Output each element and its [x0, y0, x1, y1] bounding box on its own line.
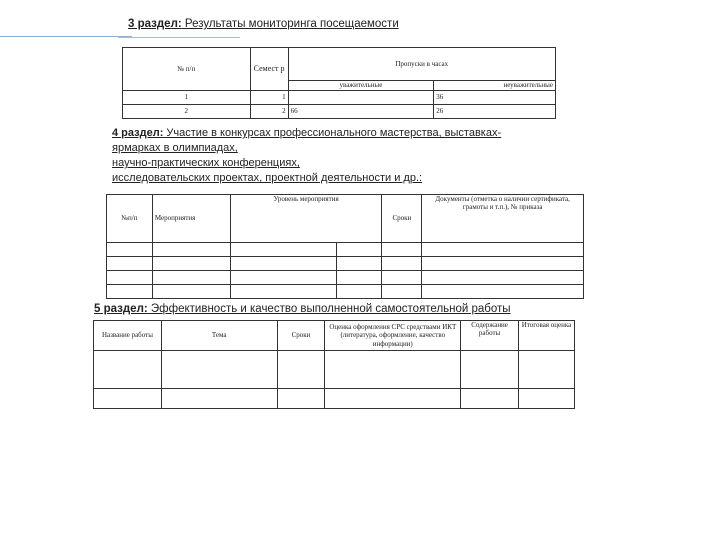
row1-sem: 1 — [250, 91, 288, 105]
header-num: № п/п — [123, 48, 251, 91]
row1-invalid: 36 — [434, 91, 556, 105]
table-row — [107, 257, 584, 271]
table-row — [107, 243, 584, 257]
self-study-table — [93, 320, 575, 409]
header-topic: Тема — [161, 321, 277, 351]
section3-title: Результаты мониторинга посещаемости — [181, 18, 399, 30]
table-row — [107, 285, 584, 299]
header-absences: Пропуски в часах — [288, 48, 555, 81]
row1-num: 1 — [123, 91, 251, 105]
decorative-rule-under-title — [118, 37, 240, 38]
header-final: Итоговая оценка — [519, 321, 575, 351]
header-quality: Оценка оформления СРС средствами ИКТ (литература, оформление, качество информации) — [325, 321, 461, 351]
section3-label: 3 раздел: — [128, 18, 182, 30]
row2-invalid: 26 — [434, 105, 556, 119]
header-valid: уважительные — [288, 81, 434, 91]
header-dates: Сроки — [382, 195, 422, 243]
section5-heading — [94, 303, 511, 315]
row2-valid: 66 — [288, 105, 434, 119]
header-dates: Сроки — [277, 321, 325, 351]
section4-line4: исследовательских проектах, проектной деятельности и др.: — [112, 172, 423, 184]
row2-num: 2 — [123, 105, 251, 119]
section4-line3: научно-практических конференциях, — [112, 157, 300, 169]
decorative-rule-left — [0, 36, 132, 37]
table-row — [94, 351, 575, 389]
row1-valid — [288, 91, 434, 105]
header-content: Содержание работы — [461, 321, 519, 351]
section4-heading — [112, 126, 501, 186]
section5-label: 5 раздел: — [94, 303, 148, 315]
table-row — [94, 389, 575, 409]
events-table — [106, 194, 584, 299]
header-level: Уровень мероприятия — [230, 195, 382, 243]
row2-sem: 2 — [250, 105, 288, 119]
attendance-table — [122, 47, 556, 119]
section5-title: Эффективность и качество выполненной самостоятельной работы — [147, 303, 511, 315]
header-name: Название работы — [94, 321, 162, 351]
header-semester: Семест р — [250, 48, 288, 91]
section4-label: 4 раздел: — [112, 127, 164, 139]
section4-line2: ярмарках в олимпиадах, — [112, 142, 238, 154]
section4-line1: Участие в конкурсах профессионального мастерства, выставках- — [163, 127, 502, 139]
header-invalid: неуважительные — [434, 81, 556, 91]
header-event: Мероприятия — [152, 195, 230, 243]
section3-heading — [128, 18, 399, 30]
table-row — [107, 271, 584, 285]
header-docs: Документы (отметка о наличии сертификата, грамоты и т.п.), № приказа — [422, 195, 584, 243]
header-num: №п/п — [107, 195, 153, 243]
